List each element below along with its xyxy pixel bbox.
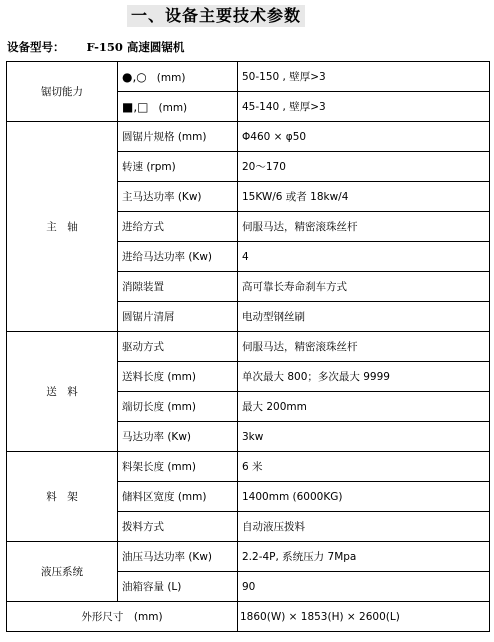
row-label: 进给方式 xyxy=(118,212,238,242)
model-value: F-150 高速圆锯机 xyxy=(86,40,185,54)
row-value: 90 xyxy=(238,572,490,602)
row-value: 20～170 xyxy=(238,152,490,182)
row-label: 进给马达功率 (Kw) xyxy=(118,242,238,272)
table-row xyxy=(7,122,490,152)
row-value: 单次最大 800；多次最大 9999 xyxy=(238,362,490,392)
row-value: 伺服马达，精密滚珠丝杆 xyxy=(238,332,490,362)
row-label: 拨料方式 xyxy=(118,512,238,542)
category-material-rack: 料 架 xyxy=(7,452,118,542)
row-value: 自动液压拨料 xyxy=(238,512,490,542)
category-spindle: 主 轴 xyxy=(7,122,118,332)
row-label: ■,□ (mm) xyxy=(118,92,238,122)
row-label: 油箱容量 (L) xyxy=(118,572,238,602)
row-label: 送料长度 (mm) xyxy=(118,362,238,392)
model-line xyxy=(7,38,184,56)
spec-table xyxy=(6,61,490,632)
row-value: 电动型钢丝刷 xyxy=(238,302,490,332)
table-row xyxy=(7,62,490,92)
row-label: 油压马达功率 (Kw) xyxy=(118,542,238,572)
row-value: 4 xyxy=(238,242,490,272)
row-value: 45-140 , 壁厚>3 xyxy=(238,92,490,122)
row-label: ●,○ (mm) xyxy=(118,62,238,92)
row-value: 6 米 xyxy=(238,452,490,482)
table-row xyxy=(7,602,490,632)
row-label: 驱动方式 xyxy=(118,332,238,362)
row-label: 料架长度 (mm) xyxy=(118,452,238,482)
category-cutting-capacity: 锯切能力 xyxy=(7,62,118,122)
page-title: 一、设备主要技术参数 xyxy=(127,5,305,27)
row-value: 50-150 , 壁厚>3 xyxy=(238,62,490,92)
row-value: 高可靠长寿命刹车方式 xyxy=(238,272,490,302)
row-value: 最大 200mm xyxy=(238,392,490,422)
row-value: 15KW/6 或者 18kw/4 xyxy=(238,182,490,212)
row-value: Φ460 × φ50 xyxy=(238,122,490,152)
row-value: 1400mm (6000KG) xyxy=(238,482,490,512)
row-label: 马达功率 (Kw) xyxy=(118,422,238,452)
square-tube-symbols: ■,□ xyxy=(122,99,149,114)
category-hydraulic-system: 液压系统 xyxy=(7,542,118,602)
row-value: 2.2-4P, 系统压力 7Mpa xyxy=(238,542,490,572)
row-label: 主马达功率 (Kw) xyxy=(118,182,238,212)
row-label: 圆锯片清屑 xyxy=(118,302,238,332)
row-label: 转速 (rpm) xyxy=(118,152,238,182)
round-tube-symbols: ●,○ xyxy=(122,69,147,84)
row-label: 消隙装置 xyxy=(118,272,238,302)
table-row xyxy=(7,332,490,362)
row-value: 3kw xyxy=(238,422,490,452)
row-value: 伺服马达，精密滚珠丝杆 xyxy=(238,212,490,242)
dimensions-value: 1860(W) × 1853(H) × 2600(L) xyxy=(238,602,490,632)
row-label: 圆锯片规格 (mm) xyxy=(118,122,238,152)
category-feeding: 送 料 xyxy=(7,332,118,452)
dimensions-label: 外形尺寸 (mm) xyxy=(7,602,238,632)
row-label: 储料区宽度 (mm) xyxy=(118,482,238,512)
table-row xyxy=(7,542,490,572)
model-label: 设备型号： xyxy=(7,40,65,54)
table-row xyxy=(7,452,490,482)
row-label: 端切长度 (mm) xyxy=(118,392,238,422)
